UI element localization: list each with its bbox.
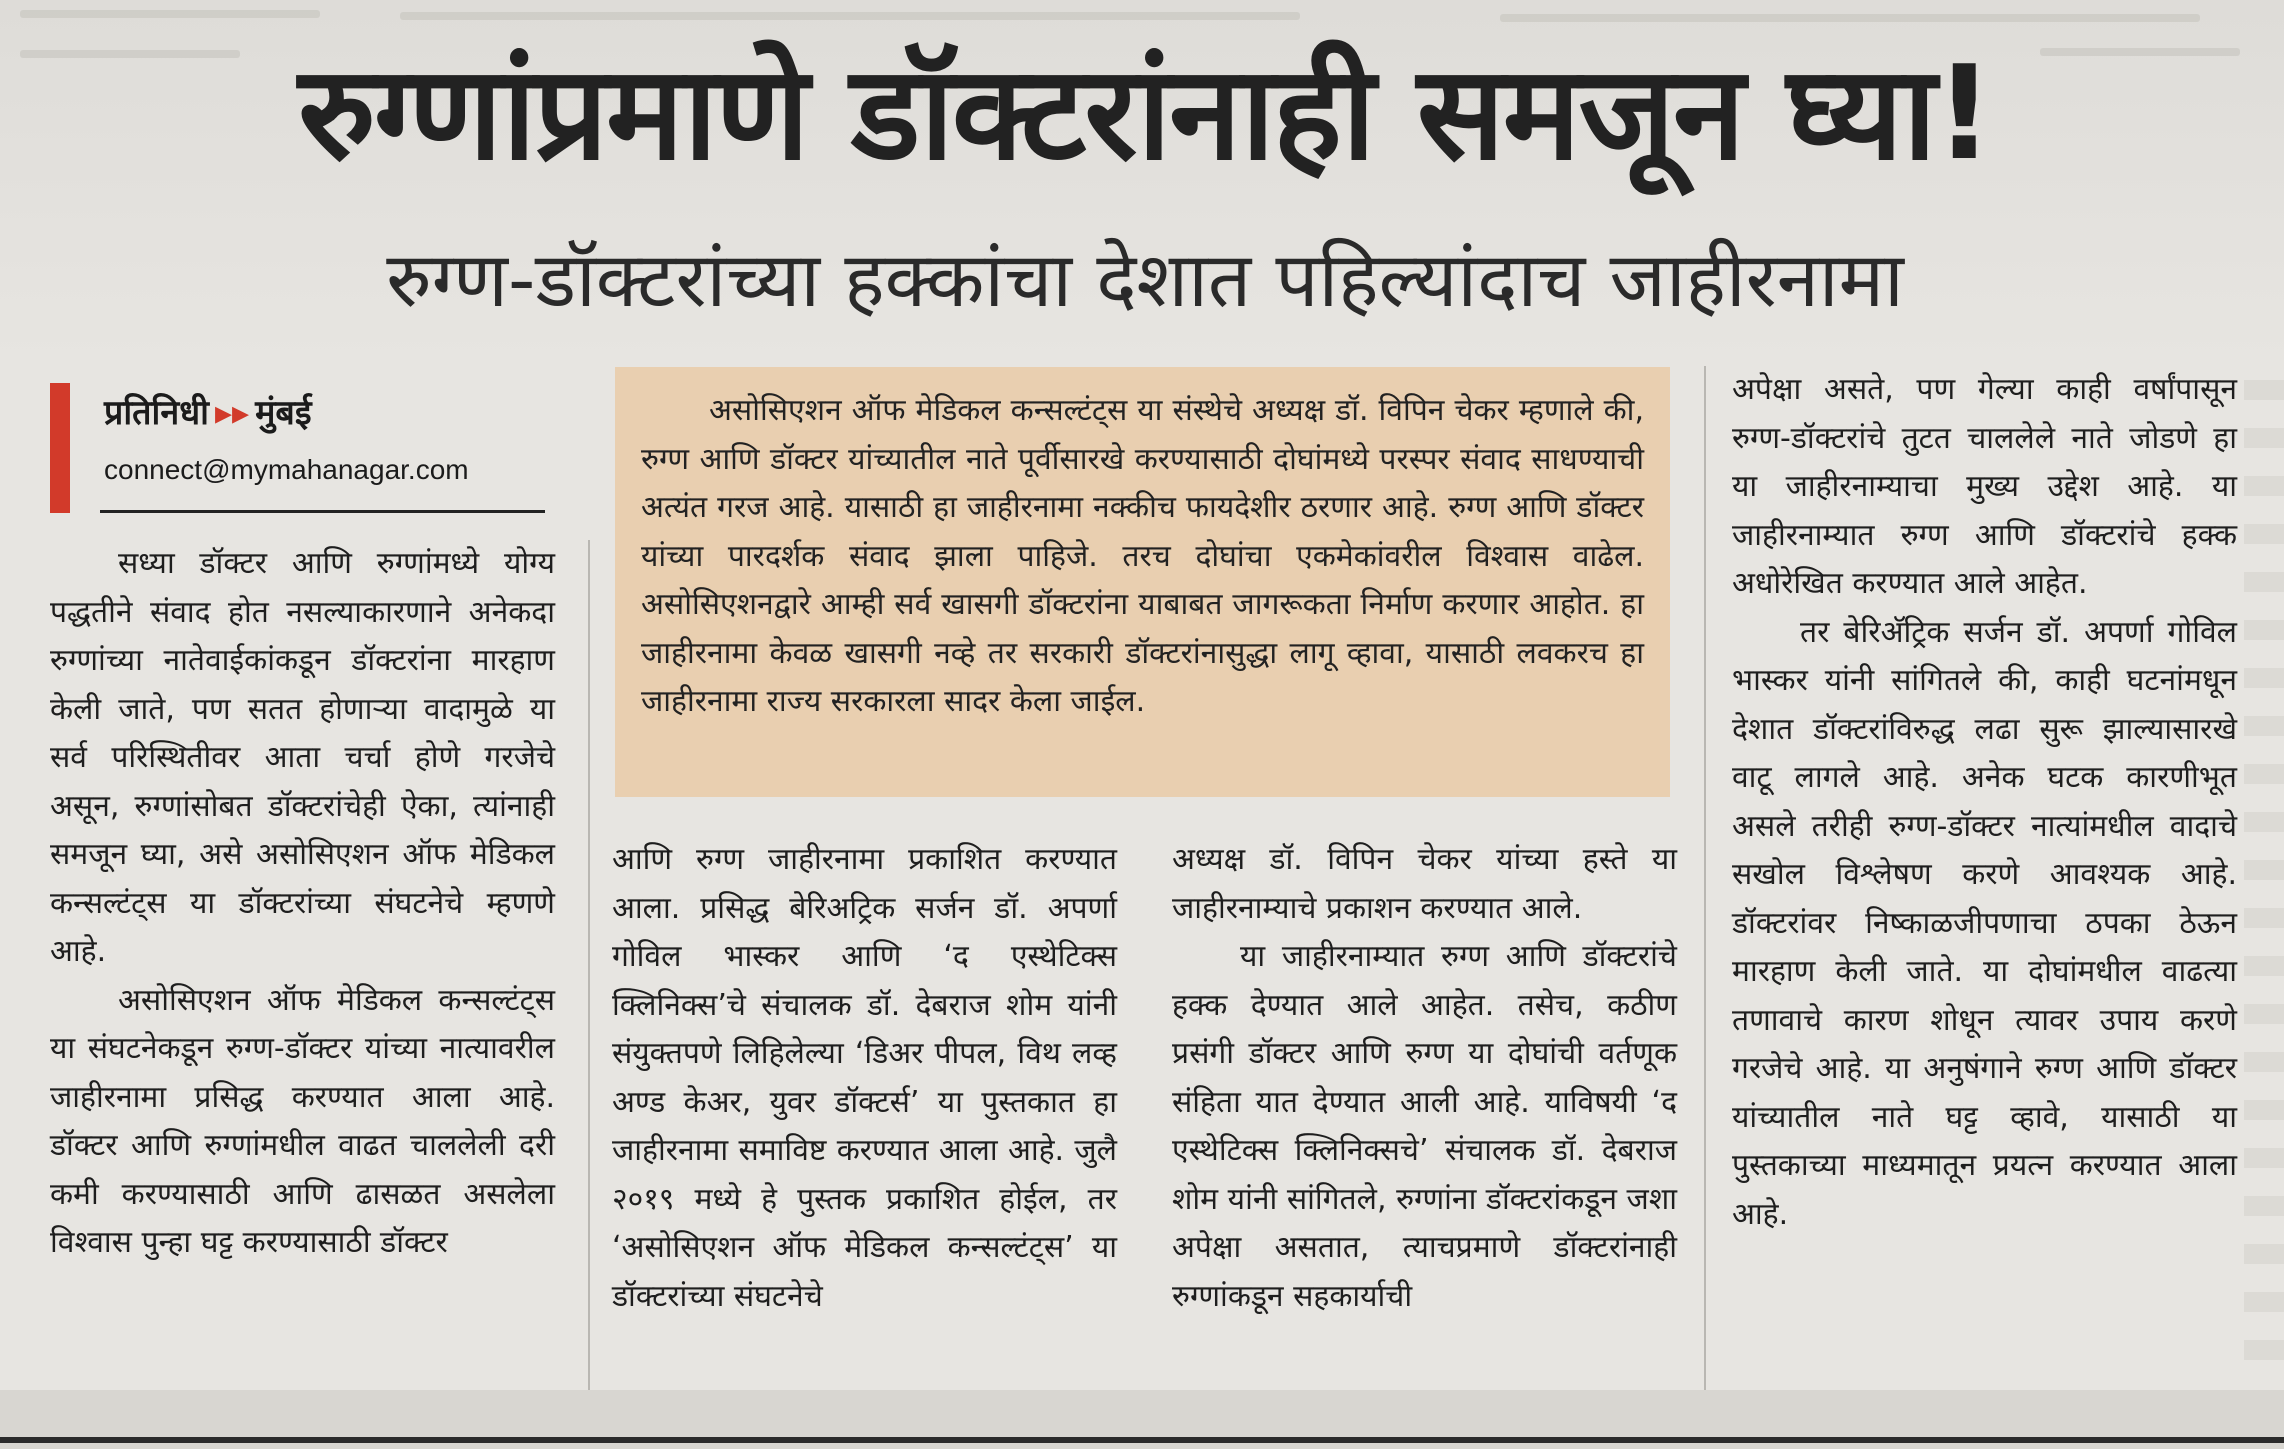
bottom-rule	[0, 1437, 2284, 1443]
byline	[104, 383, 312, 443]
byline-accent-bar	[50, 383, 70, 513]
article-column-2	[612, 836, 1117, 1321]
bleed-line	[20, 10, 320, 18]
subheadline: रुग्ण-डॉक्टरांच्या हक्कांचा देशात पहिल्यांदाच जाहीरनामा	[386, 235, 1904, 324]
column-divider	[588, 540, 590, 1390]
bleed-line	[1500, 14, 2200, 22]
bleed-line	[400, 12, 1300, 20]
byline-reporter: प्रतिनिधी	[104, 393, 209, 433]
byline-email-link[interactable]: connect@mymahanagar.com	[104, 454, 469, 485]
article-column-3	[1172, 836, 1677, 1321]
pull-quote-text: असोसिएशन ऑफ मेडिकल कन्सल्टंट्स या संस्थेचे अध्यक्ष डॉ. विपिन चेकर म्हणाले की, रुग्ण आणि डॉक्टर यांच्यातील नाते पूर्वीसारखे करण्यासाठी दोघांमध्ये परस्पर संवाद साधण्याची अत्यंत गरज आहे. यासाठी हा जाहीरनामा नक्कीच फायदेशीर ठरणार आहे. रुग्ण आणि डॉक्टर यांच्या पारदर्शक संवाद झाला पाहिजे. तरच दोघांचा एकमेकांवरील विश्वास वाढेल. असोसिएशनद्वारे आम्ही सर्व खासगी डॉक्टरांना याबाबत जागरूकता निर्माण करणार आहोत. हा जाहीरनामा केवळ खासगी नव्हे तर सरकारी डॉक्टरांनासुद्धा लागू व्हावा, यासाठी लवकरच हा जाहीरनामा राज्य सरकारला सादर केला जाईल.	[641, 393, 1644, 719]
byline-city: मुंबई	[255, 393, 312, 433]
paragraph: तर बेरिअ‍ॅट्रिक सर्जन डॉ. अपर्णा गोविल भास्कर यांनी सांगितले की, काही घटनांमधून देशात डॉक्टरांविरुद्ध लढा सुरू झाल्यासारखे वाटू लागले आहे. अनेक घटक कारणीभूत असले तरीही रुग्ण-डॉक्टर नात्यांमधील वादाचे सखोल विश्लेषण करणे आवश्यक आहे. डॉक्टरांवर निष्काळजीपणाचा ठपका ठेऊन मारहाण केली जाते. या दोघांमधील वाढत्या तणावाचे कारण शोधून त्यावर उपाय करणे गरजेचे आहे. या अनुषंगाने रुग्ण आणि डॉक्टर यांच्यातील नाते घट्ट व्हावे, यासाठी या पुस्तकाच्या माध्यमातून प्रयत्न करण्यात आला आहे.	[1732, 614, 2237, 1232]
paragraph: अध्यक्ष डॉ. विपिन चेकर यांच्या हस्ते या जाहीरनाम्याचे प्रकाशन करण्यात आले.	[1172, 842, 1677, 926]
byline-divider	[100, 510, 545, 513]
adjacent-page-edge	[2244, 380, 2284, 1380]
column-divider	[1704, 366, 1706, 1390]
byline-arrows-icon: ▸▸	[214, 393, 250, 433]
paragraph: सध्या डॉक्टर आणि रुग्णांमध्ये योग्य पद्धतीने संवाद होत नसल्याकारणाने अनेकदा रुग्णांच्या नातेवाईकांकडून डॉक्टरांना मारहाण केली जाते, पण सतत होणार्‍या वादामुळे या सर्व परिस्थितीवर आता चर्चा होणे गरजेचे असून, रुग्णांसोबत डॉक्टरांचेही ऐका, त्यांनाही समजून घ्या, असे असोसिएशन ऑफ मेडिकल कन्सल्टंट्स या डॉक्टरांच्या संघटनेचे म्हणणे आहे.	[50, 546, 555, 969]
article-column-4	[1732, 366, 2237, 1239]
paragraph: असोसिएशन ऑफ मेडिकल कन्सल्टंट्स या संघटनेकडून रुग्ण-डॉक्टर यांच्या नात्यावरील जाहीरनामा प्रसिद्ध करण्यात आला आहे. डॉक्टर आणि रुग्णांमधील वाढत चाललेली दरी कमी करण्यासाठी आणि ढासळत असलेला विश्वास पुन्हा घट्ट करण्यासाठी डॉक्टर	[50, 982, 555, 1260]
headline: रुग्णांप्रमाणे डॉक्टरांनाही समजून घ्या!	[298, 37, 1992, 189]
paragraph: या जाहीरनाम्यात रुग्ण आणि डॉक्टरांचे हक्क देण्यात आले आहेत. तसेच, कठीण प्रसंगी डॉक्टर आणि रुग्ण या दोघांची वर्तणूक संहिता यात देण्यात आली आहे. याविषयी ‘द एस्थेटिक्स क्लिनिक्सचे’ संचालक डॉ. देबराज शोम यांनी सांगितले, रुग्णांना डॉक्टरांकडून जशा अपेक्षा असतात, त्याचप्रमाणे डॉक्टरांनाही रुग्णांकडून सहकार्याची	[1172, 939, 1677, 1314]
pull-quote-box	[615, 367, 1670, 797]
paragraph: अपेक्षा असते, पण गेल्या काही वर्षांपासून रुग्ण-डॉक्टरांचे तुटत चाललेले नाते जोडणे हा या जाहीरनाम्याचा मुख्य उद्देश आहे. या जाहीरनाम्यात रुग्ण आणि डॉक्टरांचे हक्क अधोरेखित करण्यात आले आहेत.	[1732, 372, 2237, 601]
paragraph: आणि रुग्ण जाहीरनामा प्रकाशित करण्यात आला. प्रसिद्ध बेरिअट्रिक सर्जन डॉ. अपर्णा गोविल भास्कर आणि ‘द एस्थेटिक्स क्लिनिक्स’चे संचालक डॉ. देबराज शोम यांनी संयुक्तपणे लिहिलेल्या ‘डिअर पीपल, विथ लव्ह अण्ड केअर, युवर डॉक्टर्स’ या पुस्तकात हा जाहीरनामा समाविष्ट करण्यात आला आहे. जुलै २०१९ मध्ये हे पुस्तक प्रकाशित होईल, तर ‘असोसिएशन ऑफ मेडिकल कन्सल्टंट्स’ या डॉक्टरांच्या संघटनेचे	[612, 842, 1117, 1314]
article-column-1	[50, 540, 555, 1268]
